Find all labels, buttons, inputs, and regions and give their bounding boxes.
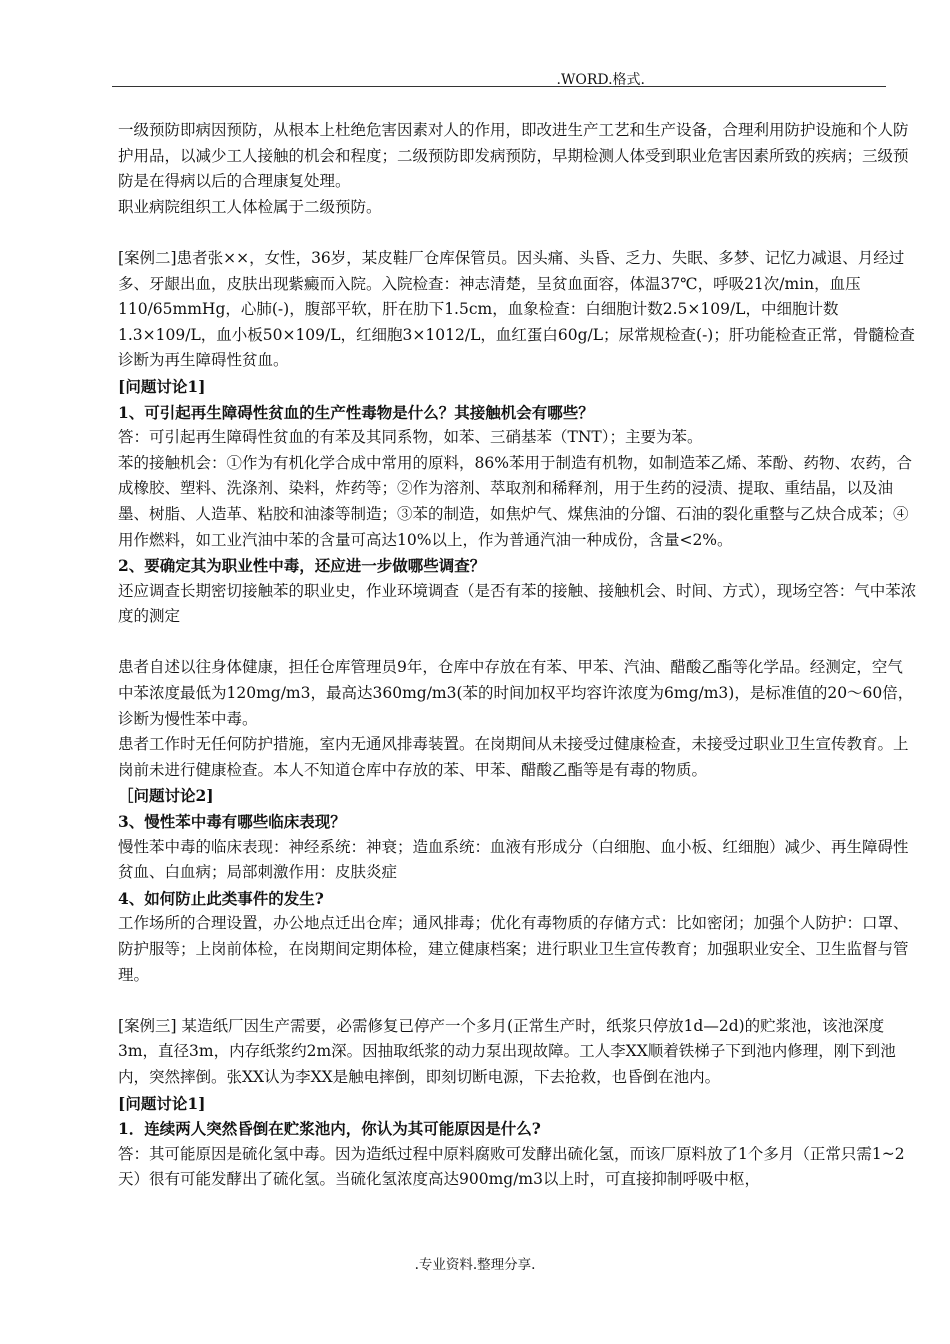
document-body	[118, 118, 918, 1193]
header-rule	[112, 86, 886, 87]
discussion-heading: [问题讨论1]	[118, 376, 206, 396]
question: 1．连续两人突然昏倒在贮浆池内，你认为其可能原因是什么?	[118, 1119, 541, 1139]
blank-line	[118, 988, 918, 1014]
answer: 工作场所的合理设置，办公地点迁出仓库；通风排毒；优化有毒物质的存储方式：比如密闭；加强个人防护：口罩、防护服等；上岗前体检，在岗期间定期体检，建立健康档案；进行职业卫生宣传教育；加强职业安全、卫生监督与管理。	[118, 914, 909, 984]
blank-line	[118, 630, 918, 656]
paragraph: 苯的接触机会：①作为有机化学合成中常用的原料，86%苯用于制造有机物，如制造苯乙烯、苯酚、药物、农药，合成橡胶、塑料、洗涤剂、染料，炸药等；②作为溶剂、萃取剂和稀释剂，用于生药的浸渍、提取、重结晶，以及油墨、树脂、人造革、粘胶和油漆等制造；③苯的制造，如焦炉气、煤焦油的分馏、石油的裂化重整与乙炔合成苯；④用作燃料，如工业汽油中苯的含量可高达10%以上，作为普通汽油一种成份，含量<2%。	[118, 453, 912, 549]
case-intro: [案例三] 某造纸厂因生产需要，必需修复已停产一个多月(正常生产时，纸浆只停放1d—2d)的贮浆池，该池深度3m，直径3m，内存纸浆约2m深。因抽取纸浆的动力泵出现故障。工人李XX顺着铁梯子下到池内修理，刚下到池内，突然摔倒。张XX认为李XX是触电摔倒，即刻切断电源，下去抢救，也昏倒在池内。	[118, 1016, 896, 1086]
case-intro: [案例二]患者张××，女性，36岁，某皮鞋厂仓库保管员。因头痛、头昏、乏力、失眠、多梦、记忆力减退、月经过多、牙龈出血，皮肤出现紫癜而入院。入院检查：神志清楚，呈贫血面容，体温37℃，呼吸21次/min，血压110/65mmHg，心肺(-)，腹部平软，肝在肋下1.5cm，血象检查：白细胞计数2.5×109/L，中细胞计数1.3×109/L，血小板50×109/L，红细胞3×1012/L，血红蛋白60g/L；尿常规检查(-)；肝功能检查正常，骨髓检查诊断为再生障碍性贫血。	[118, 248, 915, 370]
discussion-heading: ［问题讨论2]	[118, 786, 214, 806]
question: 1、可引起再生障碍性贫血的生产性毒物是什么？其接触机会有哪些？	[118, 402, 594, 422]
blank-line	[118, 220, 918, 246]
page-header: .WORD.格式.	[556, 72, 645, 88]
question: 4、如何防止此类事件的发生?	[118, 888, 324, 908]
question: 2、要确定其为职业性中毒，还应进一步做哪些调查？	[118, 556, 486, 576]
discussion-heading: [问题讨论1]	[118, 1093, 206, 1113]
answer: 答：其可能原因是硫化氢中毒。因为造纸过程中原料腐败可发酵出硫化氢，而该厂原料放了1个多月（正常只需1~2天）很有可能发酵出了硫化氢。当硫化氢浓度高达900mg/m3以上时，可直接抑制呼吸中枢，	[118, 1144, 905, 1189]
paragraph: 患者工作时无任何防护措施，室内无通风排毒装置。在岗期间从未接受过健康检查，未接受过职业卫生宣传教育。上岗前未进行健康检查。本人不知道仓库中存放的苯、甲苯、醋酸乙酯等是有毒的物质。	[118, 735, 909, 779]
answer: 慢性苯中毒的临床表现：神经系统：神衰；造血系统：血液有形成分（白细胞、血小板、红细胞）减少、再生障碍性贫血、白血病；局部刺激作用：皮肤炎症	[118, 837, 909, 882]
question: 3、慢性苯中毒有哪些临床表现？	[118, 812, 346, 832]
answer: 还应调查长期密切接触苯的职业史，作业环境调查（是否有苯的接触、接触机会、时间、方式），现场空答：气中苯浓度的测定	[118, 581, 917, 626]
paragraph: 一级预防即病因预防，从根本上杜绝危害因素对人的作用，即改进生产工艺和生产设备，合理利用防护设施和个人防护用品，以减少工人接触的机会和程度；二级预防即发病预防，早期检测人体受到职业危害因素所致的疾病；三级预防是在得病以后的合理康复处理。	[118, 121, 909, 191]
paragraph: 患者自述以往身体健康，担任仓库管理员9年，仓库中存放在有苯、甲苯、汽油、醋酸乙酯等化学品。经测定，空气中苯浓度最低为120mg/m3，最高达360mg/m3(苯的时间加权平均容许浓度为6mg/m3)，是标准值的20～60倍，诊断为慢性苯中毒。	[118, 658, 914, 728]
page-footer: .专业资料.整理分享.	[414, 1257, 536, 1273]
answer: 答：可引起再生障碍性贫血的有苯及其同系物，如苯、三硝基苯（TNT）；主要为苯。	[118, 428, 703, 447]
paragraph: 职业病院组织工人体检属于二级预防。	[118, 197, 382, 216]
